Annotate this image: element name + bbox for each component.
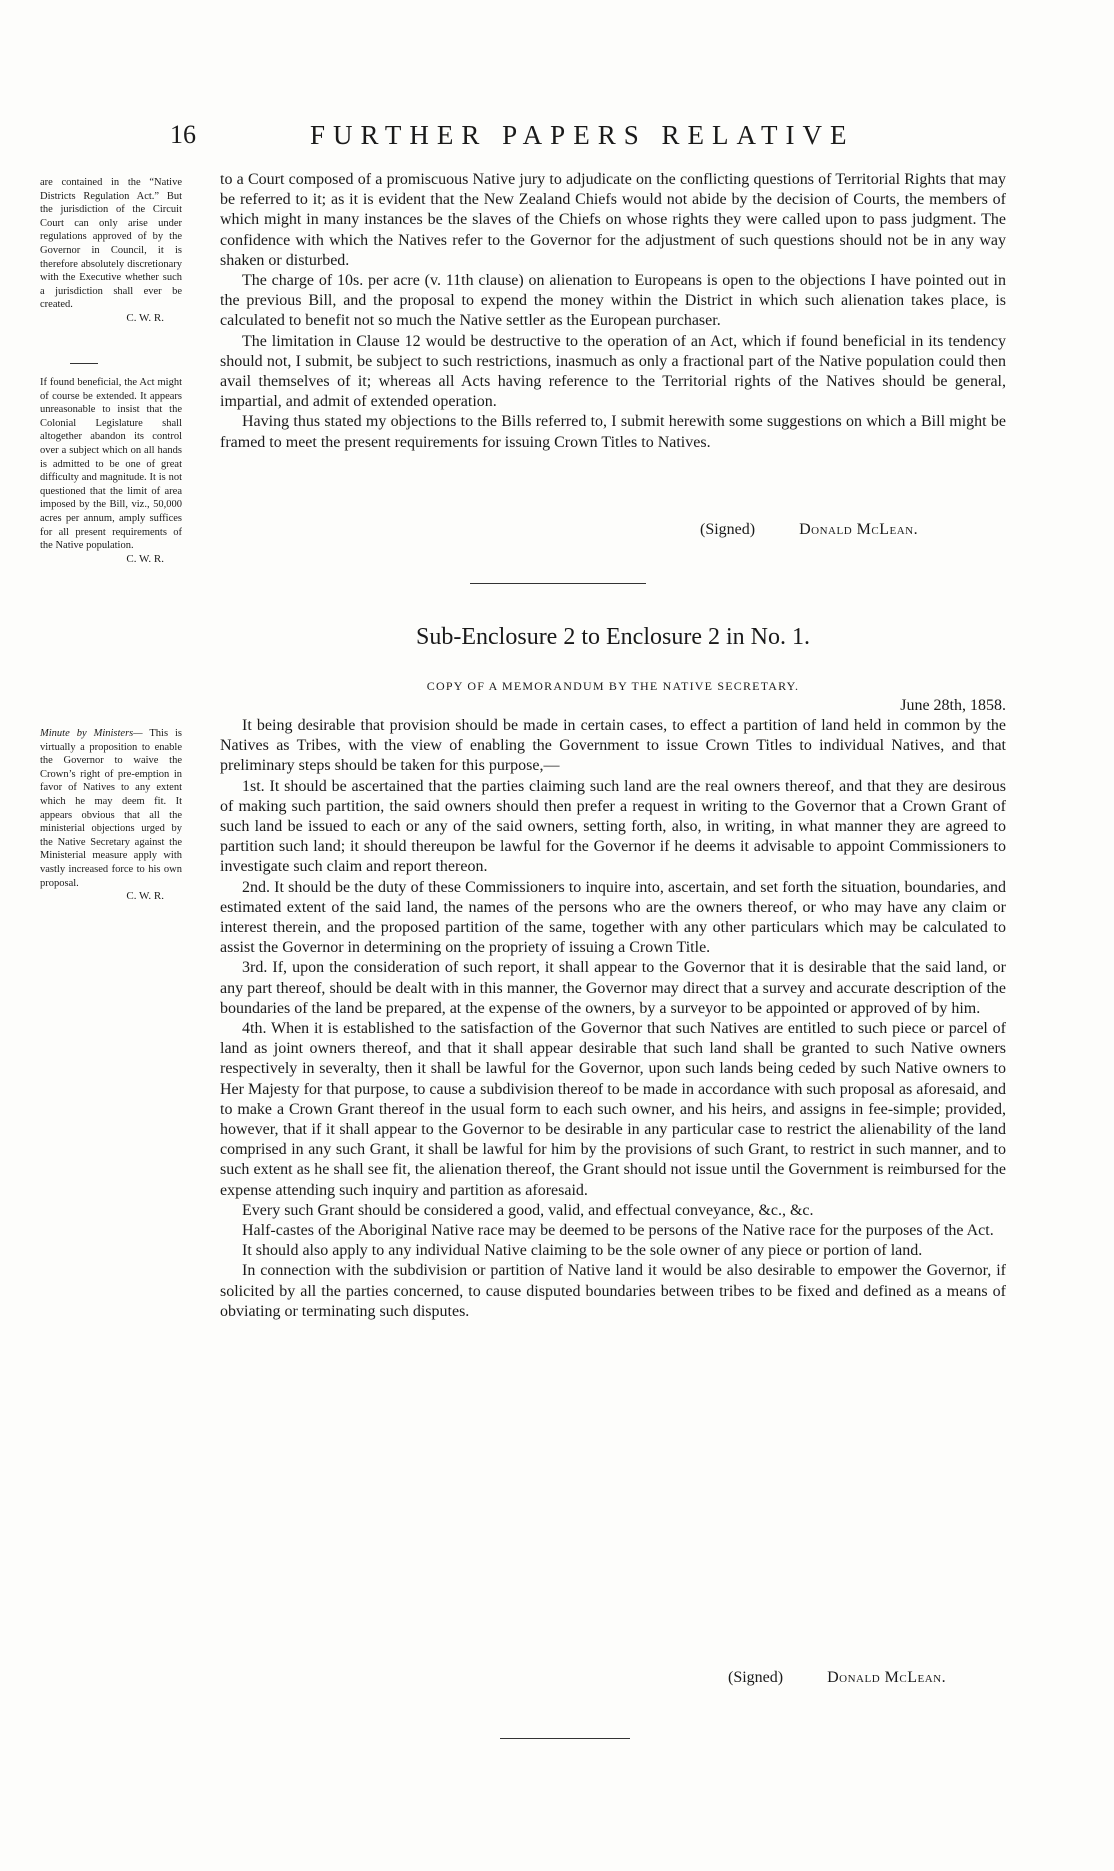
- signed-label: (Signed): [700, 521, 756, 538]
- signatory-name: Donald McLean.: [827, 1669, 947, 1686]
- memo-heading: COPY OF A MEMORANDUM BY THE NATIVE SECRETARY.: [426, 679, 800, 693]
- signature-block: [728, 1669, 946, 1687]
- signatory-name: Donald McLean.: [799, 521, 919, 538]
- margin-note-limitation: [40, 376, 182, 566]
- paragraph: Having thus stated my objections to the Bills referred to, I submit herewith some suggestions on which a Bill might be framed to meet the present requirements for issuing Crown Titles to Natives.: [220, 413, 1006, 451]
- margin-note-text: are contained in the “Native Districts Regulation Act.” But the jurisdiction of the Circuit Court can only arise under regulations approved of by the Governor in Council, it is therefore absolutely discretionary with the Executive whether such a jurisdiction shall ever be created.: [40, 177, 182, 311]
- margin-note-signature: C. W. R.: [126, 890, 164, 903]
- margin-note-jurisdiction: [40, 176, 182, 326]
- margin-note-text: If found beneficial, the Act might of course be extended. It appears unreasonable to insist that the Colonial Legislature shall altogether abandon its control over a subject which on all hands is admitted to be one of great difficulty and magnitude. It is not questioned that the limit of area imposed by the Bill, viz., 50,000 acres per annum, amply suffices for all present requirements of the Native population.: [40, 377, 182, 552]
- signature-block: [700, 521, 918, 539]
- paragraph: Every such Grant should be considered a good, valid, and effectual conveyance, &c., &c.: [242, 1201, 814, 1219]
- body-text-memorandum: [220, 716, 1006, 1322]
- margin-note-signature: C. W. R.: [126, 311, 164, 324]
- page-number: 16: [170, 120, 196, 149]
- paragraph: The charge of 10s. per acre (v. 11th clause) on alienation to Europeans is open to the objections I have pointed out in the previous Bill, and the proposal to expend the money within the District in which such alienation takes place, is calculated to benefit not so much the Native settler as the European purchaser.: [220, 272, 1006, 330]
- margin-note-heading: Minute by Ministers—: [40, 728, 143, 739]
- paragraph: It being desirable that provision should be made in certain cases, to effect a partition of land held in common by the Natives as Tribes, with the view of enabling the Government to issue Crown Titles to individual Natives, and that preliminary steps should be taken for this purpose,—: [220, 717, 1006, 775]
- body-text-upper: [220, 170, 1006, 453]
- paragraph: 1st. It should be ascertained that the parties claiming such land are the real owners thereof, and that they are desirous of making such partition, the said owners should then prefer a request in writing to the Governor that a Crown Grant of such land be issued to each or any of the said owners, setting forth, also, in writing, in what manner they are agreed to partition such land; it should thereupon be lawful for the Governor if he deems it advisable to appoint Commissioners to investigate such claim and report thereon.: [220, 777, 1006, 876]
- paragraph: Half-castes of the Aboriginal Native race may be deemed to be persons of the Native race for the purposes of the Act.: [242, 1222, 994, 1240]
- paragraph: to a Court composed of a promiscuous Native jury to adjudicate on the conflicting questions of Territorial Rights that may be referred to it; as it is evident that the New Zealand Chiefs would not abide by the decision of Courts, the members of which might in many instances be the slaves of the Chiefs on whose rights they were called upon to pass judgment. The confidence with which the Natives refer to the Governor for the adjustment of such questions should not be in any way shaken or disturbed.: [220, 171, 1006, 269]
- paragraph: In connection with the subdivision or partition of Native land it would be also desirable to empower the Governor, if solicited by all the parties concerned, to cause disputed boundaries between tribes to be fixed and defined as a means of obviating or terminating such disputes.: [220, 1262, 1006, 1320]
- running-title: FURTHER PAPERS RELATIVE: [310, 120, 855, 150]
- margin-divider: [70, 363, 98, 364]
- margin-note-minute: [40, 727, 182, 904]
- paragraph: 4th. When it is established to the satisfaction of the Governor that such Natives are entitled to such piece or parcel of land as joint owners thereof, and that it shall appear desirable that such land shall be granted to such Native owners respectively in severalty, then it shall be lawful for the Governor, upon such lands being ceded by such Native owners to Her Majesty for that purpose, to cause a subdivision thereof to be made in accordance with such proposal as aforesaid, and to make a Crown Grant thereof in the usual form to each such owner, and his heirs, and assigns in fee-simple; provided, however, that if it shall appear to the Governor to be desirable in any particular case to restrict the alienability of the land comprised in any such Grant, it shall be lawful for him by the provisions of such Grant, to restrict in such manner, and to such extent as he shall see fit, the alienation thereof, the Grant should not issue until the Government is reimbursed for the expense attending such inquiry and partition as aforesaid.: [220, 1020, 1006, 1199]
- paragraph: It should also apply to any individual Native claiming to be the sole owner of any piece or portion of land.: [242, 1242, 923, 1260]
- paragraph: The limitation in Clause 12 would be destructive to the operation of an Act, which if found beneficial in its tendency should not, I submit, be subject to such restrictions, inasmuch as only a fractional part of the Native population could then avail themselves of it; whereas all Acts having reference to the Territorial rights of the Natives should be general, impartial, and admit of extended operation.: [220, 332, 1006, 411]
- section-rule: [470, 583, 646, 584]
- end-rule: [500, 1738, 630, 1739]
- sub-enclosure-title: Sub-Enclosure 2 to Enclosure 2 in No. 1.: [416, 624, 810, 650]
- page-header: [170, 112, 1010, 152]
- signed-label: (Signed): [728, 1669, 784, 1686]
- margin-note-text: This is virtually a proposition to enable the Governor to waive the Crown’s right of pre-emption in favor of Natives to any extent which he may deem fit. It appears obvious that all the ministerial objections urged by the Native Secretary against the Ministerial measure apply with vastly increased force to his own proposal.: [40, 728, 183, 889]
- margin-note-signature: C. W. R.: [126, 552, 164, 565]
- memo-date: June 28th, 1858.: [900, 697, 1006, 714]
- paragraph: 3rd. If, upon the consideration of such report, it shall appear to the Governor that it is desirable that the said land, or any part thereof, should be dealt with in this manner, the Governor may direct that a survey and accurate description of the boundaries of the land be prepared, at the expense of the owners, by a surveyor to be appointed or approved of by him.: [220, 959, 1006, 1017]
- paragraph: 2nd. It should be the duty of these Commissioners to inquire into, ascertain, and set forth the situation, boundaries, and estimated extent of the said land, the names of the persons who are the owners thereof, or who may have any claim or interest therein, and the proposed partition of the same, together with any other particulars which may be calculated to assist the Governor in determining on the propriety of issuing a Crown Title.: [220, 878, 1006, 957]
